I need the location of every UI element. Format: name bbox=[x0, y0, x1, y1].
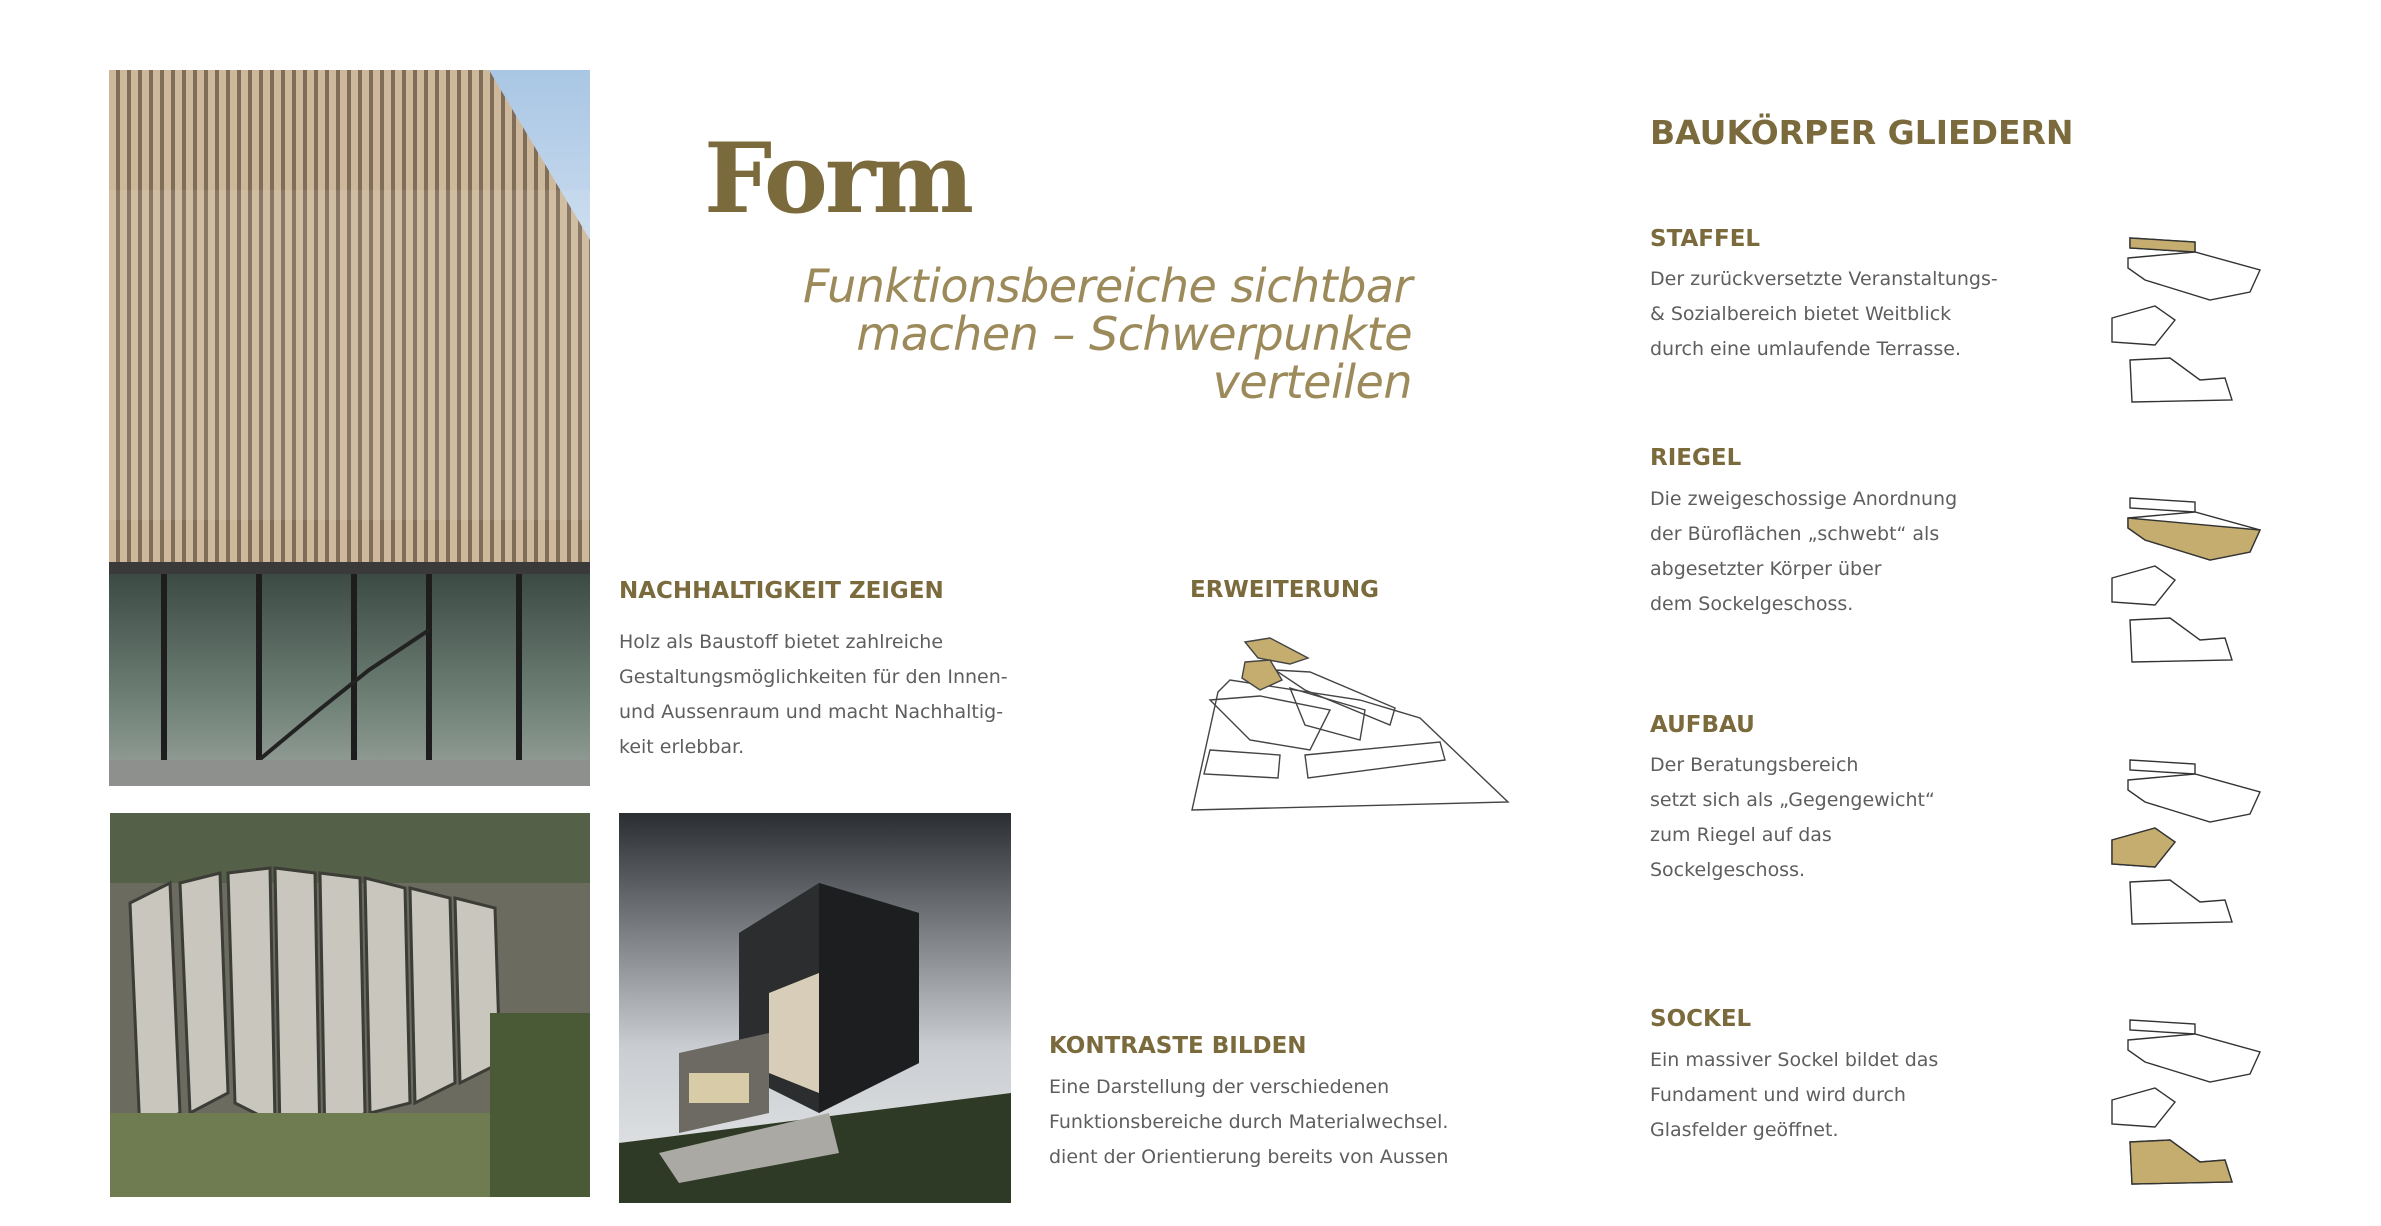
nachhaltigkeit-heading: NACHHALTIGKEIT ZEIGEN bbox=[619, 578, 944, 604]
riegel-heading: RIEGEL bbox=[1650, 445, 1742, 471]
modern-building-render bbox=[619, 813, 1011, 1203]
staffel-text bbox=[1650, 262, 1998, 367]
text-line: der Büroflächen „schwebt“ als bbox=[1650, 523, 1940, 545]
subtitle-line: verteilen bbox=[1212, 355, 1412, 409]
subtitle bbox=[760, 259, 1412, 409]
massing-block bbox=[2128, 1034, 2260, 1082]
text-line: Holz als Baustoff bietet zahlreiche bbox=[619, 631, 944, 653]
site-plan-diagram bbox=[1190, 630, 1520, 824]
massing-block bbox=[2112, 306, 2175, 345]
massing-block bbox=[2130, 618, 2232, 662]
text-line: Die zweigeschossige Anordnung bbox=[1650, 488, 1958, 510]
text-line: durch eine umlaufende Terrasse. bbox=[1650, 338, 1962, 360]
text-line: zum Riegel auf das bbox=[1650, 824, 1832, 846]
text-line: dient der Orientierung bereits von Aussen bbox=[1049, 1146, 1449, 1168]
aufbau-heading: AUFBAU bbox=[1650, 712, 1755, 738]
text-line: setzt sich als „Gegengewicht“ bbox=[1650, 789, 1935, 811]
text-line: Der Beratungsbereich bbox=[1650, 754, 1859, 776]
sockel-text bbox=[1650, 1043, 1938, 1148]
text-line: Gestaltungsmöglichkeiten für den Innen- bbox=[619, 666, 1008, 688]
massing-diagram-staffel bbox=[2100, 230, 2270, 414]
massing-block bbox=[2130, 880, 2232, 924]
text-line: abgesetzter Körper über bbox=[1650, 558, 1882, 580]
subtitle-line: Funktionsbereiche sichtbar bbox=[802, 259, 1412, 313]
kontraste-heading: KONTRASTE BILDEN bbox=[1049, 1033, 1307, 1059]
massing-diagram-sockel bbox=[2100, 1012, 2270, 1196]
text-line: keit erlebbar. bbox=[619, 736, 745, 758]
text-line: Funktionsbereiche durch Materialwechsel. bbox=[1049, 1111, 1449, 1133]
massing-highlight bbox=[2130, 238, 2195, 252]
erweiterung-heading: ERWEITERUNG bbox=[1190, 577, 1379, 603]
page-title: Form bbox=[704, 122, 972, 235]
text-line: & Sozialbereich bietet Weitblick bbox=[1650, 303, 1952, 325]
wood-facade-photo bbox=[109, 70, 590, 786]
text-line: Sockelgeschoss. bbox=[1650, 859, 1806, 881]
massing-diagram-riegel bbox=[2100, 490, 2270, 674]
massing-highlight bbox=[2130, 1140, 2232, 1184]
text-line: Fundament und wird durch bbox=[1650, 1084, 1906, 1106]
massing-block bbox=[2112, 1088, 2175, 1127]
sockel-heading: SOCKEL bbox=[1650, 1006, 1752, 1032]
basalt-columns-photo bbox=[110, 813, 590, 1197]
massing-block bbox=[2112, 566, 2175, 605]
massing-diagram-aufbau bbox=[2100, 752, 2270, 936]
subtitle-line: machen – Schwerpunkte bbox=[856, 307, 1412, 361]
baukoerper-heading: BAUKÖRPER GLIEDERN bbox=[1650, 113, 2074, 152]
massing-block bbox=[2130, 498, 2195, 512]
text-line: dem Sockelgeschoss. bbox=[1650, 593, 1854, 615]
aufbau-text bbox=[1650, 748, 1935, 888]
text-line: Glasfelder geöffnet. bbox=[1650, 1119, 1839, 1141]
staffel-heading: STAFFEL bbox=[1650, 226, 1761, 252]
massing-highlight bbox=[2112, 828, 2175, 867]
massing-block bbox=[2130, 1020, 2195, 1034]
text-line: und Aussenraum und macht Nachhaltig- bbox=[619, 701, 1004, 723]
text-line: Der zurückversetzte Veranstaltungs- bbox=[1650, 268, 1998, 290]
riegel-text bbox=[1650, 482, 1957, 622]
nachhaltigkeit-text bbox=[619, 625, 1008, 765]
kontraste-text bbox=[1049, 1070, 1448, 1175]
massing-block bbox=[2130, 760, 2195, 774]
massing-block bbox=[2128, 252, 2260, 300]
text-line: Ein massiver Sockel bildet das bbox=[1650, 1049, 1939, 1071]
massing-block bbox=[2130, 358, 2232, 402]
text-line: Eine Darstellung der verschiedenen bbox=[1049, 1076, 1390, 1098]
massing-block bbox=[2128, 774, 2260, 822]
